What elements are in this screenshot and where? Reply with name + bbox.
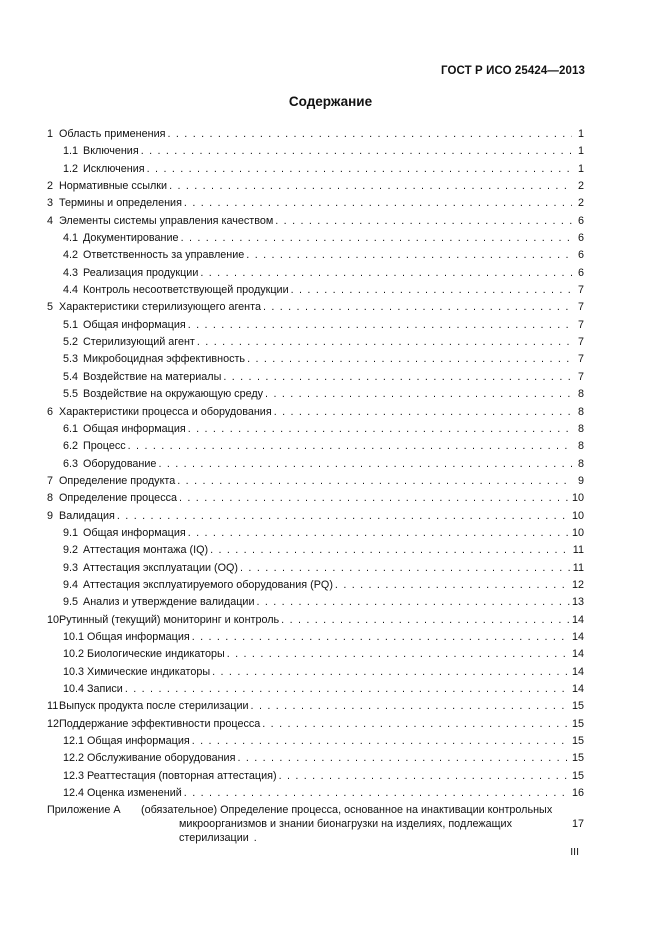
toc-entry-page: 8 <box>577 422 584 435</box>
toc-entry[interactable] <box>47 542 584 559</box>
toc-entry-number: 1 <box>47 128 54 140</box>
toc-leader-dots <box>192 629 570 646</box>
toc-entry-page: 7 <box>577 353 584 366</box>
toc-entry[interactable] <box>47 560 584 577</box>
toc-leader-dots <box>117 508 570 525</box>
toc-entry-number: 12 <box>47 717 60 730</box>
toc-leader-dots <box>169 178 572 195</box>
toc-entry-title: Исключения <box>83 162 145 175</box>
toc-entry-page: 6 <box>577 249 584 262</box>
toc-entry-title: Общая информация <box>87 735 190 748</box>
page-title: Содержание <box>288 94 373 109</box>
toc-entry-title: Аттестация эксплуатируемого оборудования (PQ) <box>83 578 333 591</box>
toc-entry-title: Общая информация <box>83 526 186 539</box>
toc-appendix-entry[interactable] <box>47 803 584 845</box>
toc-entry-number: 3 <box>47 197 54 210</box>
toc-leader-dots <box>246 247 572 264</box>
toc-entry[interactable] <box>47 646 584 663</box>
toc-entry-number: 6.3 <box>63 457 79 470</box>
toc-entry-title: Воздействие на окружающую среду <box>83 388 264 401</box>
toc-entry-number: 10.4 <box>63 683 85 695</box>
toc-entry-page: 6 <box>577 214 584 227</box>
document-code-header: ГОСТ Р ИСО 25424—2013 <box>440 65 585 77</box>
toc-entry-title: Обслуживание оборудования <box>87 752 236 765</box>
toc-entry-title: Химические индикаторы <box>87 665 211 678</box>
toc-entry-page: 6 <box>577 232 584 245</box>
toc-entry-page: 11 <box>572 544 584 557</box>
toc-leader-dots <box>197 334 572 351</box>
toc-entry-page: 7 <box>577 370 584 383</box>
toc-leader-dots <box>184 195 572 212</box>
toc-entry[interactable] <box>47 247 584 264</box>
toc-entry-number: 4.4 <box>63 284 79 297</box>
toc-leader-dots <box>128 438 572 455</box>
toc-leader-dots <box>223 369 572 386</box>
toc-entry-number: 6.2 <box>63 440 79 453</box>
toc-entry-page: 16 <box>571 787 584 800</box>
toc-entry-page: 10 <box>571 526 584 539</box>
toc-leader-dots <box>265 386 572 403</box>
toc-entry-title: Документирование <box>83 232 179 245</box>
toc-entry-number: 5 <box>47 301 54 314</box>
toc-entry[interactable] <box>47 369 584 386</box>
toc-leader-dots <box>141 143 572 160</box>
toc-entry-title: Валидация <box>59 509 115 522</box>
toc-entry-title: Ответственность за управление <box>83 249 245 262</box>
toc-entry-number: 7 <box>47 474 54 487</box>
toc-entry[interactable] <box>47 178 584 195</box>
toc-entry-title: Воздействие на материалы <box>83 370 222 383</box>
toc-entry-title: Оборудование <box>83 457 157 470</box>
toc-entry-title: Рутинный (текущий) мониторинг и контроль <box>59 613 280 626</box>
toc-entry-number: 9.5 <box>63 596 79 609</box>
toc-entry-number: 4 <box>47 214 54 227</box>
toc-entry[interactable] <box>47 195 584 212</box>
appendix-page: 17 <box>571 818 584 831</box>
toc-entry-page: 8 <box>577 405 584 418</box>
toc-leader-dots <box>188 421 572 438</box>
toc-entry-page: 12 <box>571 578 584 591</box>
toc-entry-page: 7 <box>577 336 584 349</box>
toc-leader-dots <box>179 490 570 507</box>
toc-entry-number: 11 <box>47 700 59 713</box>
toc-entry-title: Общая информация <box>83 422 186 435</box>
toc-entry[interactable] <box>47 733 584 750</box>
toc-entry[interactable] <box>47 577 584 594</box>
toc-entry[interactable] <box>47 438 584 455</box>
table-of-contents <box>47 126 584 845</box>
toc-entry-number: 4.3 <box>63 266 79 279</box>
toc-leader-dots <box>279 768 570 785</box>
toc-entry-page: 8 <box>577 457 584 470</box>
toc-leader-dots <box>240 560 571 577</box>
toc-entry[interactable] <box>47 230 584 247</box>
toc-entry[interactable] <box>47 698 584 715</box>
toc-entry-page: 14 <box>571 665 584 678</box>
toc-entry-page: 1 <box>577 145 584 158</box>
toc-entry[interactable] <box>47 716 584 733</box>
toc-entry[interactable] <box>47 299 584 316</box>
toc-entry-page: 7 <box>577 301 584 314</box>
toc-entry-number: 10.1 <box>63 630 85 643</box>
appendix-title-line1: (обязательное) Определение процесса, основанное на инактивации контрольных <box>141 804 553 817</box>
toc-entry-number: 12.2 <box>63 752 85 765</box>
toc-entry-title: Поддержание эффективности процесса <box>59 717 261 730</box>
toc-entry[interactable] <box>47 386 584 403</box>
toc-entry-title: Процесс <box>83 440 126 453</box>
toc-leader-dots <box>212 664 570 681</box>
toc-leader-dots <box>275 213 572 230</box>
toc-entry-title: Характеристики процесса и оборудования <box>59 405 272 418</box>
toc-entry-page: 2 <box>577 180 584 193</box>
toc-entry-page: 10 <box>571 492 584 505</box>
toc-leader-dots <box>210 542 571 559</box>
toc-entry[interactable] <box>47 768 584 785</box>
toc-entry-title: Определение процесса <box>59 492 177 505</box>
toc-entry-title: Термины и определения <box>59 197 182 210</box>
toc-entry-title: Включения <box>83 145 139 158</box>
toc-entry-title: Реализация продукции <box>83 266 199 279</box>
toc-entry-title: Контроль несоответствующей продукции <box>83 284 289 297</box>
toc-entry[interactable] <box>47 681 584 698</box>
toc-leader-dots <box>247 351 572 368</box>
toc-entry-title: Общая информация <box>83 318 186 331</box>
toc-entry-page: 8 <box>577 440 584 453</box>
toc-entry-title: Область применения <box>59 128 166 140</box>
toc-entry-number: 5.1 <box>63 318 79 331</box>
toc-entry-page: 8 <box>577 388 584 401</box>
toc-entry-page: 10 <box>571 509 584 522</box>
toc-leader-dots <box>274 404 572 421</box>
toc-leader-dots <box>291 282 572 299</box>
toc-entry[interactable] <box>47 785 584 802</box>
toc-entry-page: 7 <box>577 284 584 297</box>
toc-leader-dots <box>251 698 570 715</box>
toc-entry-page: 7 <box>577 318 584 331</box>
toc-entry-page: 6 <box>577 266 584 279</box>
toc-entry-title: Микробоцидная эффективность <box>83 353 246 366</box>
toc-entry-number: 9.2 <box>63 544 79 557</box>
toc-entry-page: 14 <box>571 683 584 695</box>
toc-entry-number: 4.2 <box>63 249 79 262</box>
toc-entry[interactable] <box>47 351 584 368</box>
toc-entry-page: 15 <box>571 752 584 765</box>
toc-entry-number: 8 <box>47 492 54 505</box>
toc-entry-title: Характеристики стерилизующего агента <box>59 301 261 314</box>
toc-leader-dots <box>200 265 572 282</box>
toc-entry-title: Реаттестация (повторная аттестация) <box>87 769 277 782</box>
toc-entry-page: 14 <box>571 630 584 643</box>
toc-entry-title: Аттестация монтажа (IQ) <box>83 544 209 557</box>
toc-entry-number: 1.1 <box>63 145 79 158</box>
toc-entry-title: Элементы системы управления качеством <box>59 214 274 227</box>
toc-leader-dots <box>281 612 570 629</box>
toc-entry-title: Стерилизующий агент <box>83 336 195 349</box>
toc-entry[interactable] <box>47 404 584 421</box>
toc-entry-title: Биологические индикаторы <box>87 648 225 661</box>
toc-leader-dots <box>184 785 570 802</box>
toc-entry[interactable] <box>47 143 584 160</box>
toc-leader-dots <box>188 525 570 542</box>
toc-leader-dots <box>188 317 572 334</box>
toc-entry[interactable] <box>47 126 584 143</box>
toc-entry-title: Анализ и утверждение валидации <box>83 596 255 609</box>
toc-entry-page: 13 <box>571 596 584 609</box>
toc-entry[interactable] <box>47 525 584 542</box>
toc-entry[interactable] <box>47 317 584 334</box>
toc-entry-page: 15 <box>571 735 584 748</box>
toc-entry[interactable] <box>47 473 584 490</box>
toc-entry-title: Оценка изменений <box>87 787 182 800</box>
toc-entry-page: 14 <box>571 648 584 661</box>
toc-entry[interactable] <box>47 161 584 178</box>
toc-leader-dots <box>262 716 570 733</box>
toc-entry-title: Аттестация эксплуатации (OQ) <box>83 561 239 574</box>
toc-entry[interactable] <box>47 508 584 525</box>
toc-entry[interactable] <box>47 490 584 507</box>
toc-entry-number: 10.3 <box>63 665 85 678</box>
toc-entry-number: 2 <box>47 180 54 193</box>
toc-leader-dots <box>168 126 573 143</box>
toc-entry-page: 14 <box>571 613 584 626</box>
toc-entry-number: 5.3 <box>63 353 79 366</box>
toc-entry[interactable] <box>47 421 584 438</box>
toc-leader-dots <box>177 473 572 490</box>
toc-entry-page: 9 <box>577 474 584 487</box>
toc-entry-page: 15 <box>571 700 584 713</box>
toc-entry-number: 9.3 <box>63 561 79 574</box>
toc-entry-number: 6 <box>47 405 54 418</box>
toc-entry-number: 5.4 <box>63 370 79 383</box>
toc-leader-dots <box>147 161 572 178</box>
toc-entry[interactable] <box>47 456 584 473</box>
toc-entry[interactable] <box>47 282 584 299</box>
toc-entry[interactable] <box>47 612 584 629</box>
toc-leader-dots <box>335 577 570 594</box>
toc-leader-dots <box>125 681 570 698</box>
toc-entry-number: 12.1 <box>63 735 85 748</box>
toc-entry-number: 1.2 <box>63 162 79 175</box>
toc-entry[interactable] <box>47 265 584 282</box>
toc-entry-number: 10 <box>47 613 60 626</box>
toc-entry-title: Записи <box>87 683 123 695</box>
toc-leader-dots <box>192 733 570 750</box>
toc-entry-number: 9 <box>47 509 54 522</box>
toc-entry-number: 5.5 <box>63 388 79 401</box>
toc-entry-number: 5.2 <box>63 336 79 349</box>
appendix-label: Приложение А <box>47 804 121 817</box>
appendix-title <box>141 803 584 845</box>
toc-entry-number: 10.2 <box>63 648 85 661</box>
toc-entry-page: 15 <box>571 717 584 730</box>
toc-entry[interactable] <box>47 594 584 611</box>
toc-entry-page: 1 <box>577 162 584 175</box>
toc-entry-page: 2 <box>577 197 584 210</box>
toc-leader-dots <box>237 750 570 767</box>
toc-entry[interactable] <box>47 629 584 646</box>
toc-entry-page: 15 <box>571 769 584 782</box>
appendix-title-line2: микроорганизмов и знании бионагрузки на изделиях, подлежащих стерилизации . <box>179 818 512 845</box>
toc-entry-number: 12.3 <box>63 769 85 782</box>
toc-entry[interactable] <box>47 334 584 351</box>
toc-leader-dots <box>263 299 572 316</box>
toc-entry-page: 11 <box>572 561 584 574</box>
toc-leader-dots <box>256 594 570 611</box>
toc-entry-title: Определение продукта <box>59 474 176 487</box>
toc-entry-number: 9.1 <box>63 526 79 539</box>
page-number: III <box>570 846 579 858</box>
toc-entry-title: Выпуск продукта после стерилизации <box>59 700 249 713</box>
toc-leader-dots <box>181 230 572 247</box>
toc-entry[interactable] <box>47 213 584 230</box>
toc-entry-number: 4.1 <box>63 232 79 245</box>
toc-entry-page: 1 <box>577 128 584 140</box>
toc-entry[interactable] <box>47 664 584 681</box>
toc-entry-number: 9.4 <box>63 578 79 591</box>
toc-entry[interactable] <box>47 750 584 767</box>
toc-entry-number: 12.4 <box>63 787 85 800</box>
toc-entry-number: 6.1 <box>63 422 79 435</box>
toc-entry-title: Общая информация <box>87 630 190 643</box>
toc-entry-title: Нормативные ссылки <box>59 180 168 193</box>
toc-leader-dots <box>158 456 572 473</box>
toc-leader-dots <box>227 646 570 663</box>
